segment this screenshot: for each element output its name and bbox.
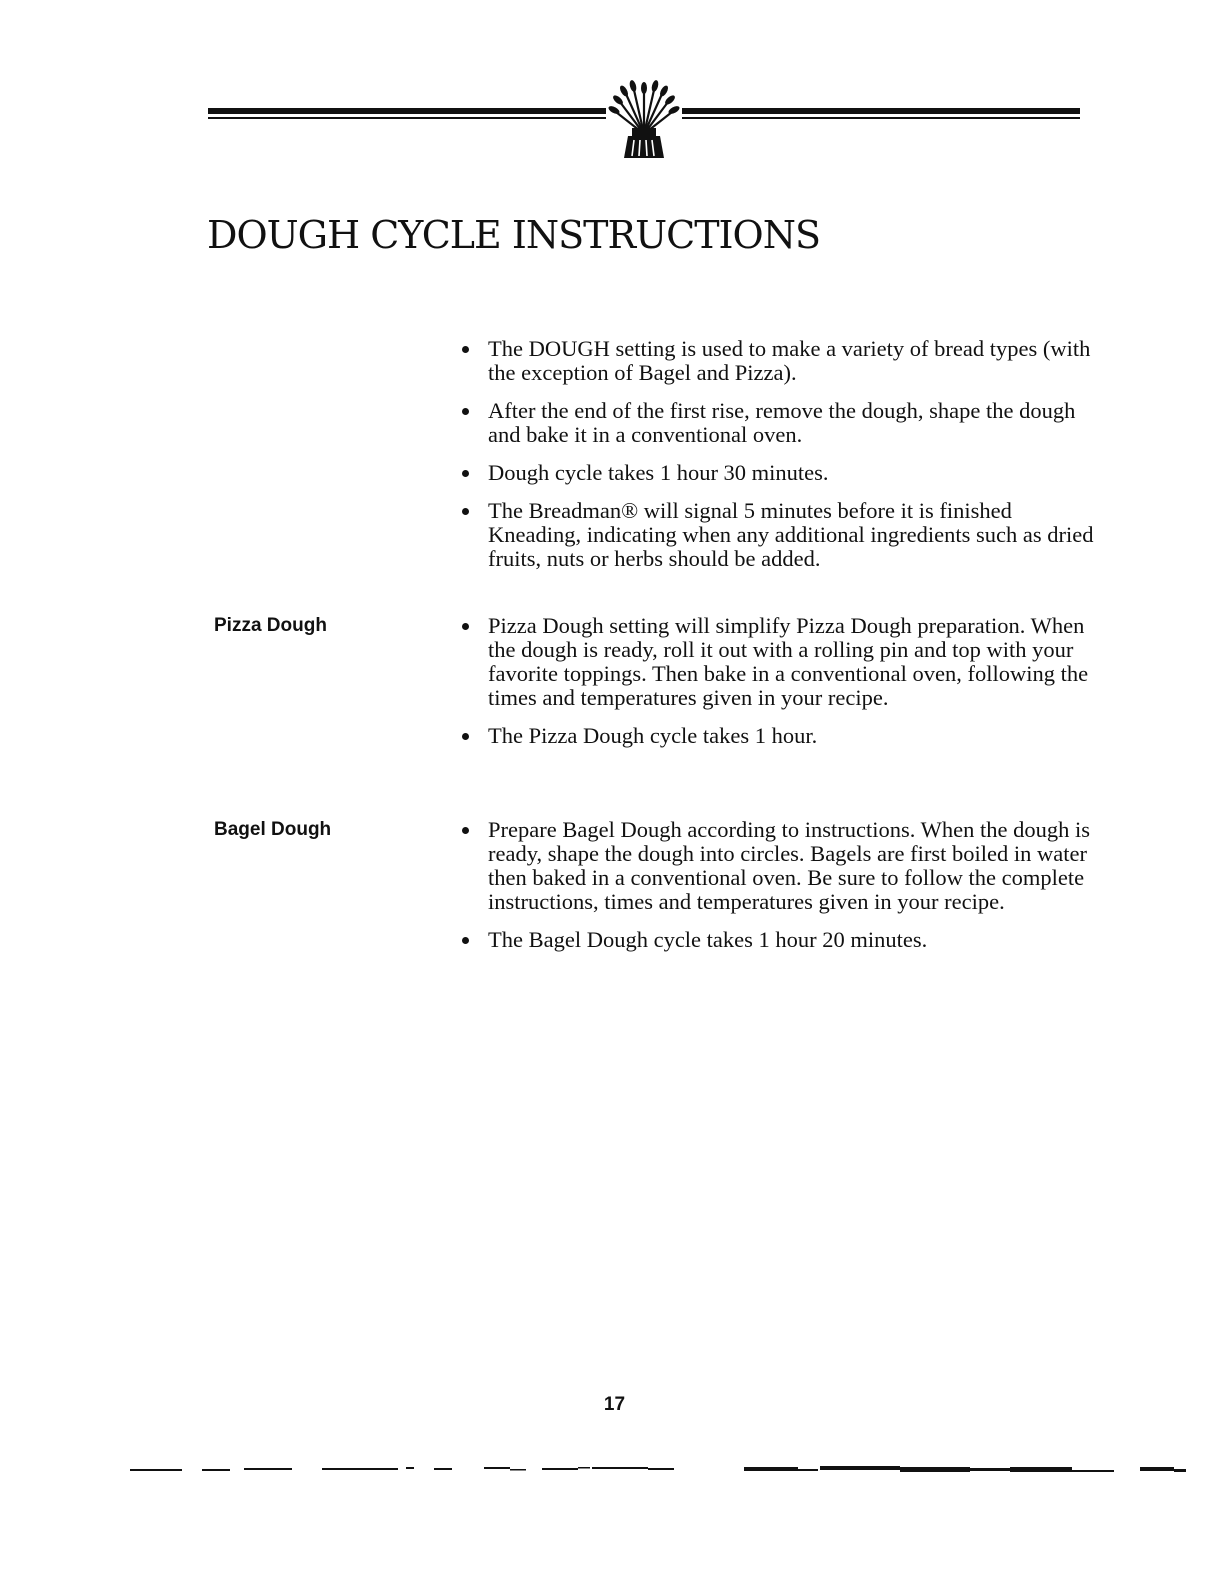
bagel-dough-heading: Bagel Dough	[214, 819, 332, 840]
bullet-icon	[462, 827, 469, 834]
list-item	[460, 461, 1100, 485]
pizza-dough-heading: Pizza Dough	[214, 615, 327, 636]
bullet-icon	[462, 623, 469, 630]
wheat-sheaf-icon	[606, 74, 682, 160]
bullet-icon	[462, 937, 469, 944]
list-item	[460, 928, 1100, 952]
bullet-text: Pizza Dough setting will simplify Pizza Dough preparation. When the dough is ready, roll it out with a rolling pin and top with your favorite toppings. Then bake in a conventional oven, following the times and temperatures given in your recipe.	[488, 613, 1089, 710]
footer-rule	[130, 1464, 1190, 1476]
bullet-icon	[462, 346, 469, 353]
page-title: DOUGH CYCLE INSTRUCTIONS	[207, 213, 820, 257]
list-item	[460, 724, 1100, 748]
bullet-icon	[462, 408, 469, 415]
bullet-icon	[462, 733, 469, 740]
bullet-text: Dough cycle takes 1 hour 30 minutes.	[488, 460, 829, 485]
bullet-icon	[462, 470, 469, 477]
bullet-text: The Breadman® will signal 5 minutes before it is finished Kneading, indicating when any additional ingredients such as dried fruits, nuts or herbs should be added.	[488, 498, 1094, 571]
bullet-icon	[462, 508, 469, 515]
bullet-text: After the end of the first rise, remove the dough, shape the dough and bake it in a conventional oven.	[488, 398, 1076, 447]
intro-bullet-list	[460, 337, 1100, 571]
bullet-text: The DOUGH setting is used to make a variety of bread types (with the exception of Bagel and Pizza).	[488, 336, 1091, 385]
list-item	[460, 818, 1100, 914]
bullet-text: The Pizza Dough cycle takes 1 hour.	[488, 723, 818, 748]
pizza-bullet-list	[460, 614, 1100, 748]
list-item	[460, 399, 1100, 447]
list-item	[460, 337, 1100, 385]
bullet-text: The Bagel Dough cycle takes 1 hour 20 minutes.	[488, 927, 928, 952]
page-number: 17	[603, 1394, 626, 1415]
bagel-bullet-list	[460, 818, 1100, 952]
bullet-text: Prepare Bagel Dough according to instructions. When the dough is ready, shape the dough into circles. Bagels are first boiled in water then baked in a conventional oven. Be sure to follow the complete instructions, times and temperatures given in your recipe.	[488, 817, 1090, 914]
list-item	[460, 499, 1100, 571]
list-item	[460, 614, 1100, 710]
